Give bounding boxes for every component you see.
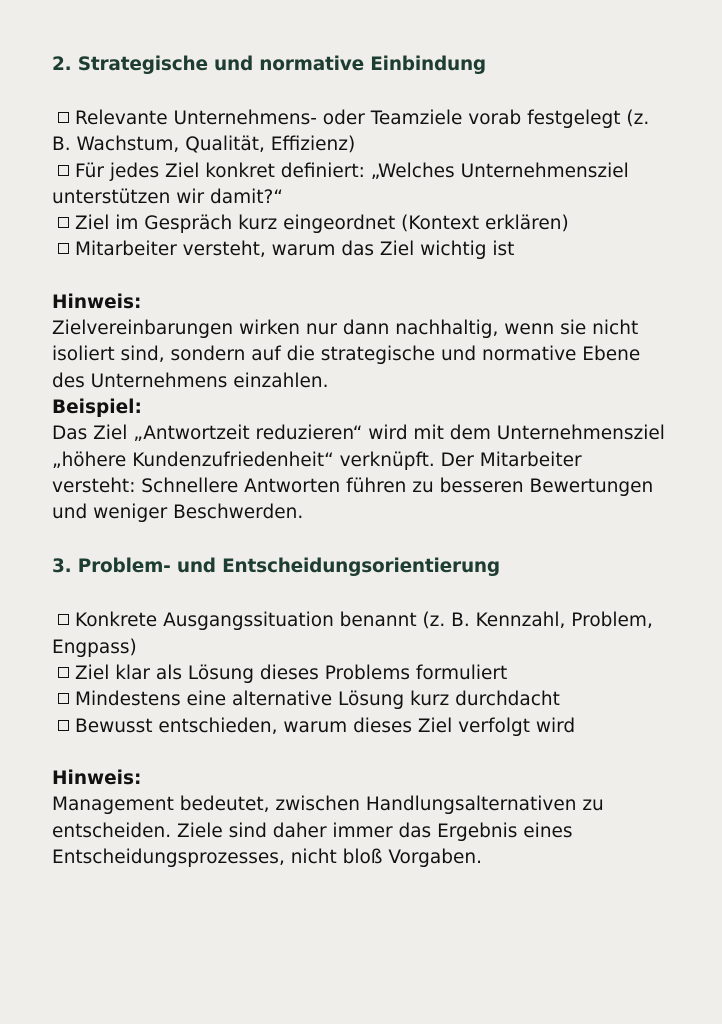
checklist-item-text: Ziel klar als Lösung dieses Problems formuliert: [75, 663, 508, 685]
checklist-item-text: Mitarbeiter versteht, warum das Ziel wichtig ist: [75, 239, 515, 261]
checkbox-empty-icon[interactable]: [58, 165, 69, 176]
section-2-checklist: [52, 106, 670, 264]
checklist-item: [52, 106, 670, 159]
checklist-item-text: Konkrete Ausgangssituation benannt (z. B. Kennzahl, Problem, Engpass): [52, 610, 653, 658]
checklist-item-text: Für jedes Ziel konkret definiert: „Welches Unternehmensziel unterstützen wir damit?“: [52, 160, 629, 208]
checklist-item: [52, 159, 670, 212]
checkbox-empty-icon[interactable]: [58, 693, 69, 704]
checklist-item-text: Relevante Unternehmens- oder Teamziele vorab festgelegt (z. B. Wachstum, Qualität, Effizienz): [52, 108, 650, 156]
checkbox-empty-icon[interactable]: [58, 614, 69, 625]
checklist-item-text: Ziel im Gespräch kurz eingeordnet (Kontext erklären): [75, 213, 569, 235]
checkbox-empty-icon[interactable]: [58, 667, 69, 678]
hint-label: Hinweis:: [52, 767, 142, 789]
checkbox-empty-icon[interactable]: [58, 720, 69, 731]
checklist-item: [52, 608, 670, 661]
hint-text: Management bedeutet, zwischen Handlungsalternativen zu entscheiden. Ziele sind daher immer das Ergebnis eines Entscheidungsprozesses, nicht bloß Vorgaben.: [52, 794, 604, 868]
checklist-item-text: Bewusst entschieden, warum dieses Ziel verfolgt wird: [75, 715, 576, 737]
section-3-checklist: [52, 608, 670, 739]
checkbox-empty-icon[interactable]: [58, 112, 69, 123]
section-3-title: 3. Problem- und Entscheidungsorientierung: [52, 556, 500, 578]
hint-label: Hinweis:: [52, 291, 142, 313]
checklist-item: [52, 211, 670, 237]
example-label: Beispiel:: [52, 396, 142, 418]
checklist-item: [52, 714, 670, 740]
section-2-title: 2. Strategische und normative Einbindung: [52, 54, 486, 75]
hint-text: Zielvereinbarungen wirken nur dann nachhaltig, wenn sie nicht isoliert sind, sondern auf die strategische und normative Ebene des Unternehmens einzahlen.: [52, 318, 641, 392]
example-text: Das Ziel „Antwortzeit reduzieren“ wird mit dem Unternehmensziel „höhere Kundenzufriedenheit“ verknüpft. Der Mitarbeiter versteht: Schnellere Antworten führen zu besseren Bewertungen und weniger Beschwerden.: [52, 423, 665, 524]
checklist-item: [52, 237, 670, 263]
checkbox-empty-icon[interactable]: [58, 217, 69, 228]
checklist-item-text: Mindestens eine alternative Lösung kurz durchdacht: [75, 689, 560, 711]
checkbox-empty-icon[interactable]: [58, 243, 69, 254]
checklist-item: [52, 687, 670, 713]
checklist-item: [52, 661, 670, 687]
